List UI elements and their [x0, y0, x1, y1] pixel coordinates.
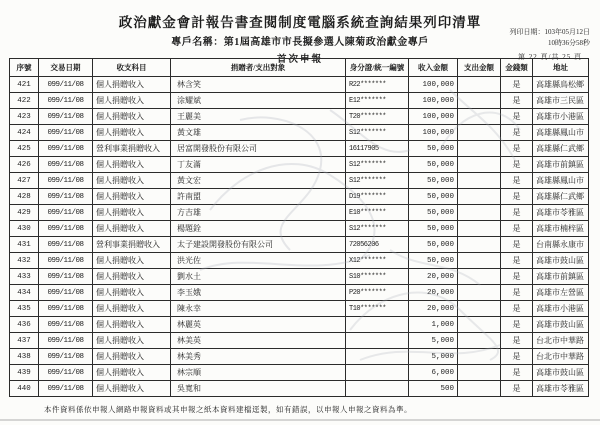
- cell-id: E12*******: [346, 93, 409, 109]
- cell-seq: 428: [10, 189, 39, 205]
- cell-income: 100,000: [409, 93, 458, 109]
- cell-donor: 黃文雄: [171, 125, 346, 141]
- cell-address: 高雄市小港區: [533, 301, 589, 317]
- cell-category: 個人捐贈收入: [93, 93, 171, 109]
- cell-expense: [458, 141, 501, 157]
- cell-money-type: 是: [501, 157, 533, 173]
- cell-category: 個人捐贈收入: [93, 381, 171, 397]
- table-row: [10, 109, 589, 125]
- cell-seq: 426: [10, 157, 39, 173]
- cell-date: 099/11/08: [39, 141, 93, 157]
- print-time: 10時36分58秒: [548, 38, 590, 47]
- cell-category: 個人捐贈收入: [93, 157, 171, 173]
- cell-donor: 林宗順: [171, 365, 346, 381]
- cell-id: S10*******: [346, 269, 409, 285]
- cell-income: 20,000: [409, 269, 458, 285]
- cell-date: 099/11/08: [39, 317, 93, 333]
- cell-expense: [458, 109, 501, 125]
- cell-income: 100,000: [409, 125, 458, 141]
- footer-note: 本件資料係依申報人網路申報資料或其申報之紙本資料建檔逕製，如有錯誤，以申報人申報之資料為準。: [44, 405, 412, 414]
- cell-donor: 林含笑: [171, 77, 346, 93]
- cell-date: 099/11/08: [39, 221, 93, 237]
- table-row: [10, 365, 589, 381]
- cell-money-type: 是: [501, 317, 533, 333]
- table-row: [10, 157, 589, 173]
- cell-category: 個人捐贈收入: [93, 77, 171, 93]
- cell-seq: 440: [10, 381, 39, 397]
- cell-donor: 方吉雄: [171, 205, 346, 221]
- cell-expense: [458, 381, 501, 397]
- cell-seq: 431: [10, 237, 39, 253]
- cell-income: 6,000: [409, 365, 458, 381]
- cell-address: 高雄市楠梓區: [533, 221, 589, 237]
- cell-money-type: 是: [501, 189, 533, 205]
- cell-id: S12*******: [346, 125, 409, 141]
- cell-expense: [458, 157, 501, 173]
- table-row: [10, 189, 589, 205]
- cell-id: T10*******: [346, 301, 409, 317]
- cell-date: 099/11/08: [39, 253, 93, 269]
- cell-category: 個人捐贈收入: [93, 109, 171, 125]
- cell-address: 高雄縣鳳山市: [533, 125, 589, 141]
- table-row: [10, 93, 589, 109]
- cell-income: 50,000: [409, 157, 458, 173]
- table-row: [10, 317, 589, 333]
- cell-id: X12*******: [346, 253, 409, 269]
- cell-expense: [458, 301, 501, 317]
- cell-date: 099/11/08: [39, 77, 93, 93]
- cell-income: 50,000: [409, 189, 458, 205]
- cell-address: 高雄市左營區: [533, 285, 589, 301]
- cell-money-type: 是: [501, 349, 533, 365]
- cell-seq: 427: [10, 173, 39, 189]
- table-row: [10, 237, 589, 253]
- cell-income: 50,000: [409, 141, 458, 157]
- table-row: [10, 253, 589, 269]
- cell-income: 500: [409, 381, 458, 397]
- cell-seq: 432: [10, 253, 39, 269]
- col-seq: 序號: [10, 59, 39, 77]
- cell-id: [346, 333, 409, 349]
- table-row: [10, 349, 589, 365]
- table-row: [10, 221, 589, 237]
- col-address: 地址: [533, 59, 589, 77]
- cell-date: 099/11/08: [39, 381, 93, 397]
- cell-seq: 421: [10, 77, 39, 93]
- table-row: [10, 141, 589, 157]
- cell-money-type: 是: [501, 285, 533, 301]
- cell-seq: 422: [10, 93, 39, 109]
- cell-income: 5,000: [409, 349, 458, 365]
- results-table-wrap: [9, 58, 588, 397]
- cell-expense: [458, 253, 501, 269]
- cell-address: 高雄縣鳳山市: [533, 173, 589, 189]
- cell-id: 16117905: [346, 141, 409, 157]
- report-type-label: 首次申報: [276, 55, 323, 65]
- cell-category: 個人捐贈收入: [93, 365, 171, 381]
- cell-seq: 425: [10, 141, 39, 157]
- cell-date: 099/11/08: [39, 237, 93, 253]
- cell-id: P20*******: [346, 285, 409, 301]
- cell-seq: 439: [10, 365, 39, 381]
- cell-money-type: 是: [501, 141, 533, 157]
- cell-income: 100,000: [409, 77, 458, 93]
- cell-money-type: 是: [501, 93, 533, 109]
- table-row: [10, 205, 589, 221]
- cell-id: T20*******: [346, 109, 409, 125]
- cell-money-type: 是: [501, 381, 533, 397]
- cell-income: 50,000: [409, 237, 458, 253]
- cell-seq: 437: [10, 333, 39, 349]
- cell-expense: [458, 237, 501, 253]
- cell-expense: [458, 173, 501, 189]
- cell-date: 099/11/08: [39, 269, 93, 285]
- cell-category: 個人捐贈收入: [93, 173, 171, 189]
- cell-income: 1,000: [409, 317, 458, 333]
- cell-income: 20,000: [409, 301, 458, 317]
- cell-address: 高雄市苓雅區: [533, 205, 589, 221]
- cell-seq: 430: [10, 221, 39, 237]
- col-income: 收入金額: [409, 59, 458, 77]
- cell-address: 高雄市鼓山區: [533, 365, 589, 381]
- table-row: [10, 381, 589, 397]
- cell-date: 099/11/08: [39, 205, 93, 221]
- cell-category: 個人捐贈收入: [93, 189, 171, 205]
- cell-income: 20,000: [409, 285, 458, 301]
- cell-donor: 洪光佐: [171, 253, 346, 269]
- cell-expense: [458, 125, 501, 141]
- cell-date: 099/11/08: [39, 157, 93, 173]
- cell-date: 099/11/08: [39, 333, 93, 349]
- print-date: 列印日期：103年05月12日: [509, 28, 590, 36]
- cell-address: 高雄市鼓山區: [533, 317, 589, 333]
- col-date: 交易日期: [39, 59, 93, 77]
- cell-category: 個人捐贈收入: [93, 221, 171, 237]
- cell-donor: 吳寬和: [171, 381, 346, 397]
- table-row: [10, 173, 589, 189]
- cell-id: [346, 365, 409, 381]
- cell-category: 個人捐贈收入: [93, 269, 171, 285]
- cell-address: 高雄市鼓山區: [533, 253, 589, 269]
- cell-seq: 424: [10, 125, 39, 141]
- cell-money-type: 是: [501, 333, 533, 349]
- cell-seq: 434: [10, 285, 39, 301]
- cell-money-type: 是: [501, 109, 533, 125]
- cell-id: S12*******: [346, 173, 409, 189]
- cell-date: 099/11/08: [39, 189, 93, 205]
- report-title: 政治獻金會計報告書查閱制度電腦系統查詢結果列印清單: [118, 15, 482, 30]
- cell-seq: 435: [10, 301, 39, 317]
- cell-address: 高雄縣仁武鄉: [533, 189, 589, 205]
- cell-id: E10*******: [346, 205, 409, 221]
- cell-category: 個人捐贈收入: [93, 125, 171, 141]
- cell-income: 50,000: [409, 205, 458, 221]
- cell-seq: 423: [10, 109, 39, 125]
- cell-id: [346, 349, 409, 365]
- table-header-row: [10, 59, 589, 77]
- cell-address: 台南縣永康市: [533, 237, 589, 253]
- cell-expense: [458, 365, 501, 381]
- cell-category: 個人捐贈收入: [93, 205, 171, 221]
- cell-id: [346, 381, 409, 397]
- table-row: [10, 333, 589, 349]
- cell-seq: 433: [10, 269, 39, 285]
- cell-money-type: 是: [501, 365, 533, 381]
- table-row: [10, 125, 589, 141]
- table-row: [10, 269, 589, 285]
- cell-expense: [458, 205, 501, 221]
- cell-category: 營利事業捐贈收入: [93, 141, 171, 157]
- cell-expense: [458, 269, 501, 285]
- cell-category: 個人捐贈收入: [93, 349, 171, 365]
- cell-money-type: 是: [501, 221, 533, 237]
- cell-expense: [458, 189, 501, 205]
- cell-id: S12*******: [346, 157, 409, 173]
- cell-seq: 436: [10, 317, 39, 333]
- col-money-type: 金錢類: [501, 59, 533, 77]
- cell-address: 台北市中華路: [533, 333, 589, 349]
- cell-donor: 陳永幸: [171, 301, 346, 317]
- cell-income: 50,000: [409, 173, 458, 189]
- cell-money-type: 是: [501, 77, 533, 93]
- cell-category: 個人捐贈收入: [93, 333, 171, 349]
- cell-donor: 林美英: [171, 333, 346, 349]
- cell-id: S12*******: [346, 221, 409, 237]
- cell-donor: 林麗英: [171, 317, 346, 333]
- cell-donor: 劉水土: [171, 269, 346, 285]
- cell-money-type: 是: [501, 173, 533, 189]
- cell-expense: [458, 333, 501, 349]
- cell-date: 099/11/08: [39, 173, 93, 189]
- cell-expense: [458, 317, 501, 333]
- cell-address: 高雄市苓雅區: [533, 381, 589, 397]
- cell-donor: 丁友滿: [171, 157, 346, 173]
- col-id: 身分證/統一編號: [346, 59, 409, 77]
- cell-id: [346, 317, 409, 333]
- cell-donor: 林美秀: [171, 349, 346, 365]
- cell-category: 個人捐贈收入: [93, 253, 171, 269]
- cell-seq: 438: [10, 349, 39, 365]
- col-donor: 捐贈者/支出對象: [171, 59, 346, 77]
- cell-donor: 楊題銓: [171, 221, 346, 237]
- cell-id: 72056206: [346, 237, 409, 253]
- cell-address: 高雄縣仁武鄉: [533, 141, 589, 157]
- cell-seq: 429: [10, 205, 39, 221]
- cell-id: D19*******: [346, 189, 409, 205]
- cell-income: 100,000: [409, 109, 458, 125]
- page-number: 第 22 頁/共 25 頁: [518, 52, 582, 61]
- cell-date: 099/11/08: [39, 109, 93, 125]
- cell-category: 個人捐贈收入: [93, 285, 171, 301]
- cell-money-type: 是: [501, 237, 533, 253]
- cell-expense: [458, 285, 501, 301]
- cell-expense: [458, 221, 501, 237]
- cell-donor: 涂耀斌: [171, 93, 346, 109]
- cell-money-type: 是: [501, 253, 533, 269]
- cell-money-type: 是: [501, 301, 533, 317]
- cell-donor: 黃文宏: [171, 173, 346, 189]
- cell-address: 高雄縣鳥松鄉: [533, 77, 589, 93]
- cell-category: 營利事業捐贈收入: [93, 237, 171, 253]
- cell-donor: 太子建設開發股份有限公司: [171, 237, 346, 253]
- col-category: 收支科目: [93, 59, 171, 77]
- cell-address: 高雄市前鎮區: [533, 269, 589, 285]
- scan-edge-artifact: [0, 419, 600, 421]
- cell-date: 099/11/08: [39, 349, 93, 365]
- col-expense: 支出金額: [458, 59, 501, 77]
- cell-address: 高雄市小港區: [533, 109, 589, 125]
- cell-id: R22*******: [346, 77, 409, 93]
- results-table: [9, 58, 589, 397]
- cell-category: 個人捐贈收入: [93, 301, 171, 317]
- cell-address: 台北市中華路: [533, 349, 589, 365]
- cell-date: 099/11/08: [39, 301, 93, 317]
- table-row: [10, 301, 589, 317]
- table-row: [10, 77, 589, 93]
- cell-money-type: 是: [501, 269, 533, 285]
- cell-income: 50,000: [409, 253, 458, 269]
- cell-category: 個人捐贈收入: [93, 317, 171, 333]
- cell-donor: 許南盟: [171, 189, 346, 205]
- cell-date: 099/11/08: [39, 365, 93, 381]
- table-row: [10, 285, 589, 301]
- table-body: [10, 77, 589, 397]
- cell-money-type: 是: [501, 205, 533, 221]
- cell-donor: 李玉娥: [171, 285, 346, 301]
- account-name: 專戶名稱：第1屆高雄市市長擬參選人陳菊政治獻金專戶: [171, 37, 429, 48]
- cell-expense: [458, 349, 501, 365]
- cell-expense: [458, 93, 501, 109]
- cell-expense: [458, 77, 501, 93]
- cell-income: 50,000: [409, 221, 458, 237]
- cell-donor: 居富開發股份有限公司: [171, 141, 346, 157]
- cell-address: 高雄市前鎮區: [533, 157, 589, 173]
- cell-address: 高雄市三民區: [533, 93, 589, 109]
- cell-date: 099/11/08: [39, 125, 93, 141]
- cell-money-type: 是: [501, 125, 533, 141]
- cell-date: 099/11/08: [39, 285, 93, 301]
- cell-date: 099/11/08: [39, 93, 93, 109]
- cell-income: 5,000: [409, 333, 458, 349]
- cell-donor: 王麗美: [171, 109, 346, 125]
